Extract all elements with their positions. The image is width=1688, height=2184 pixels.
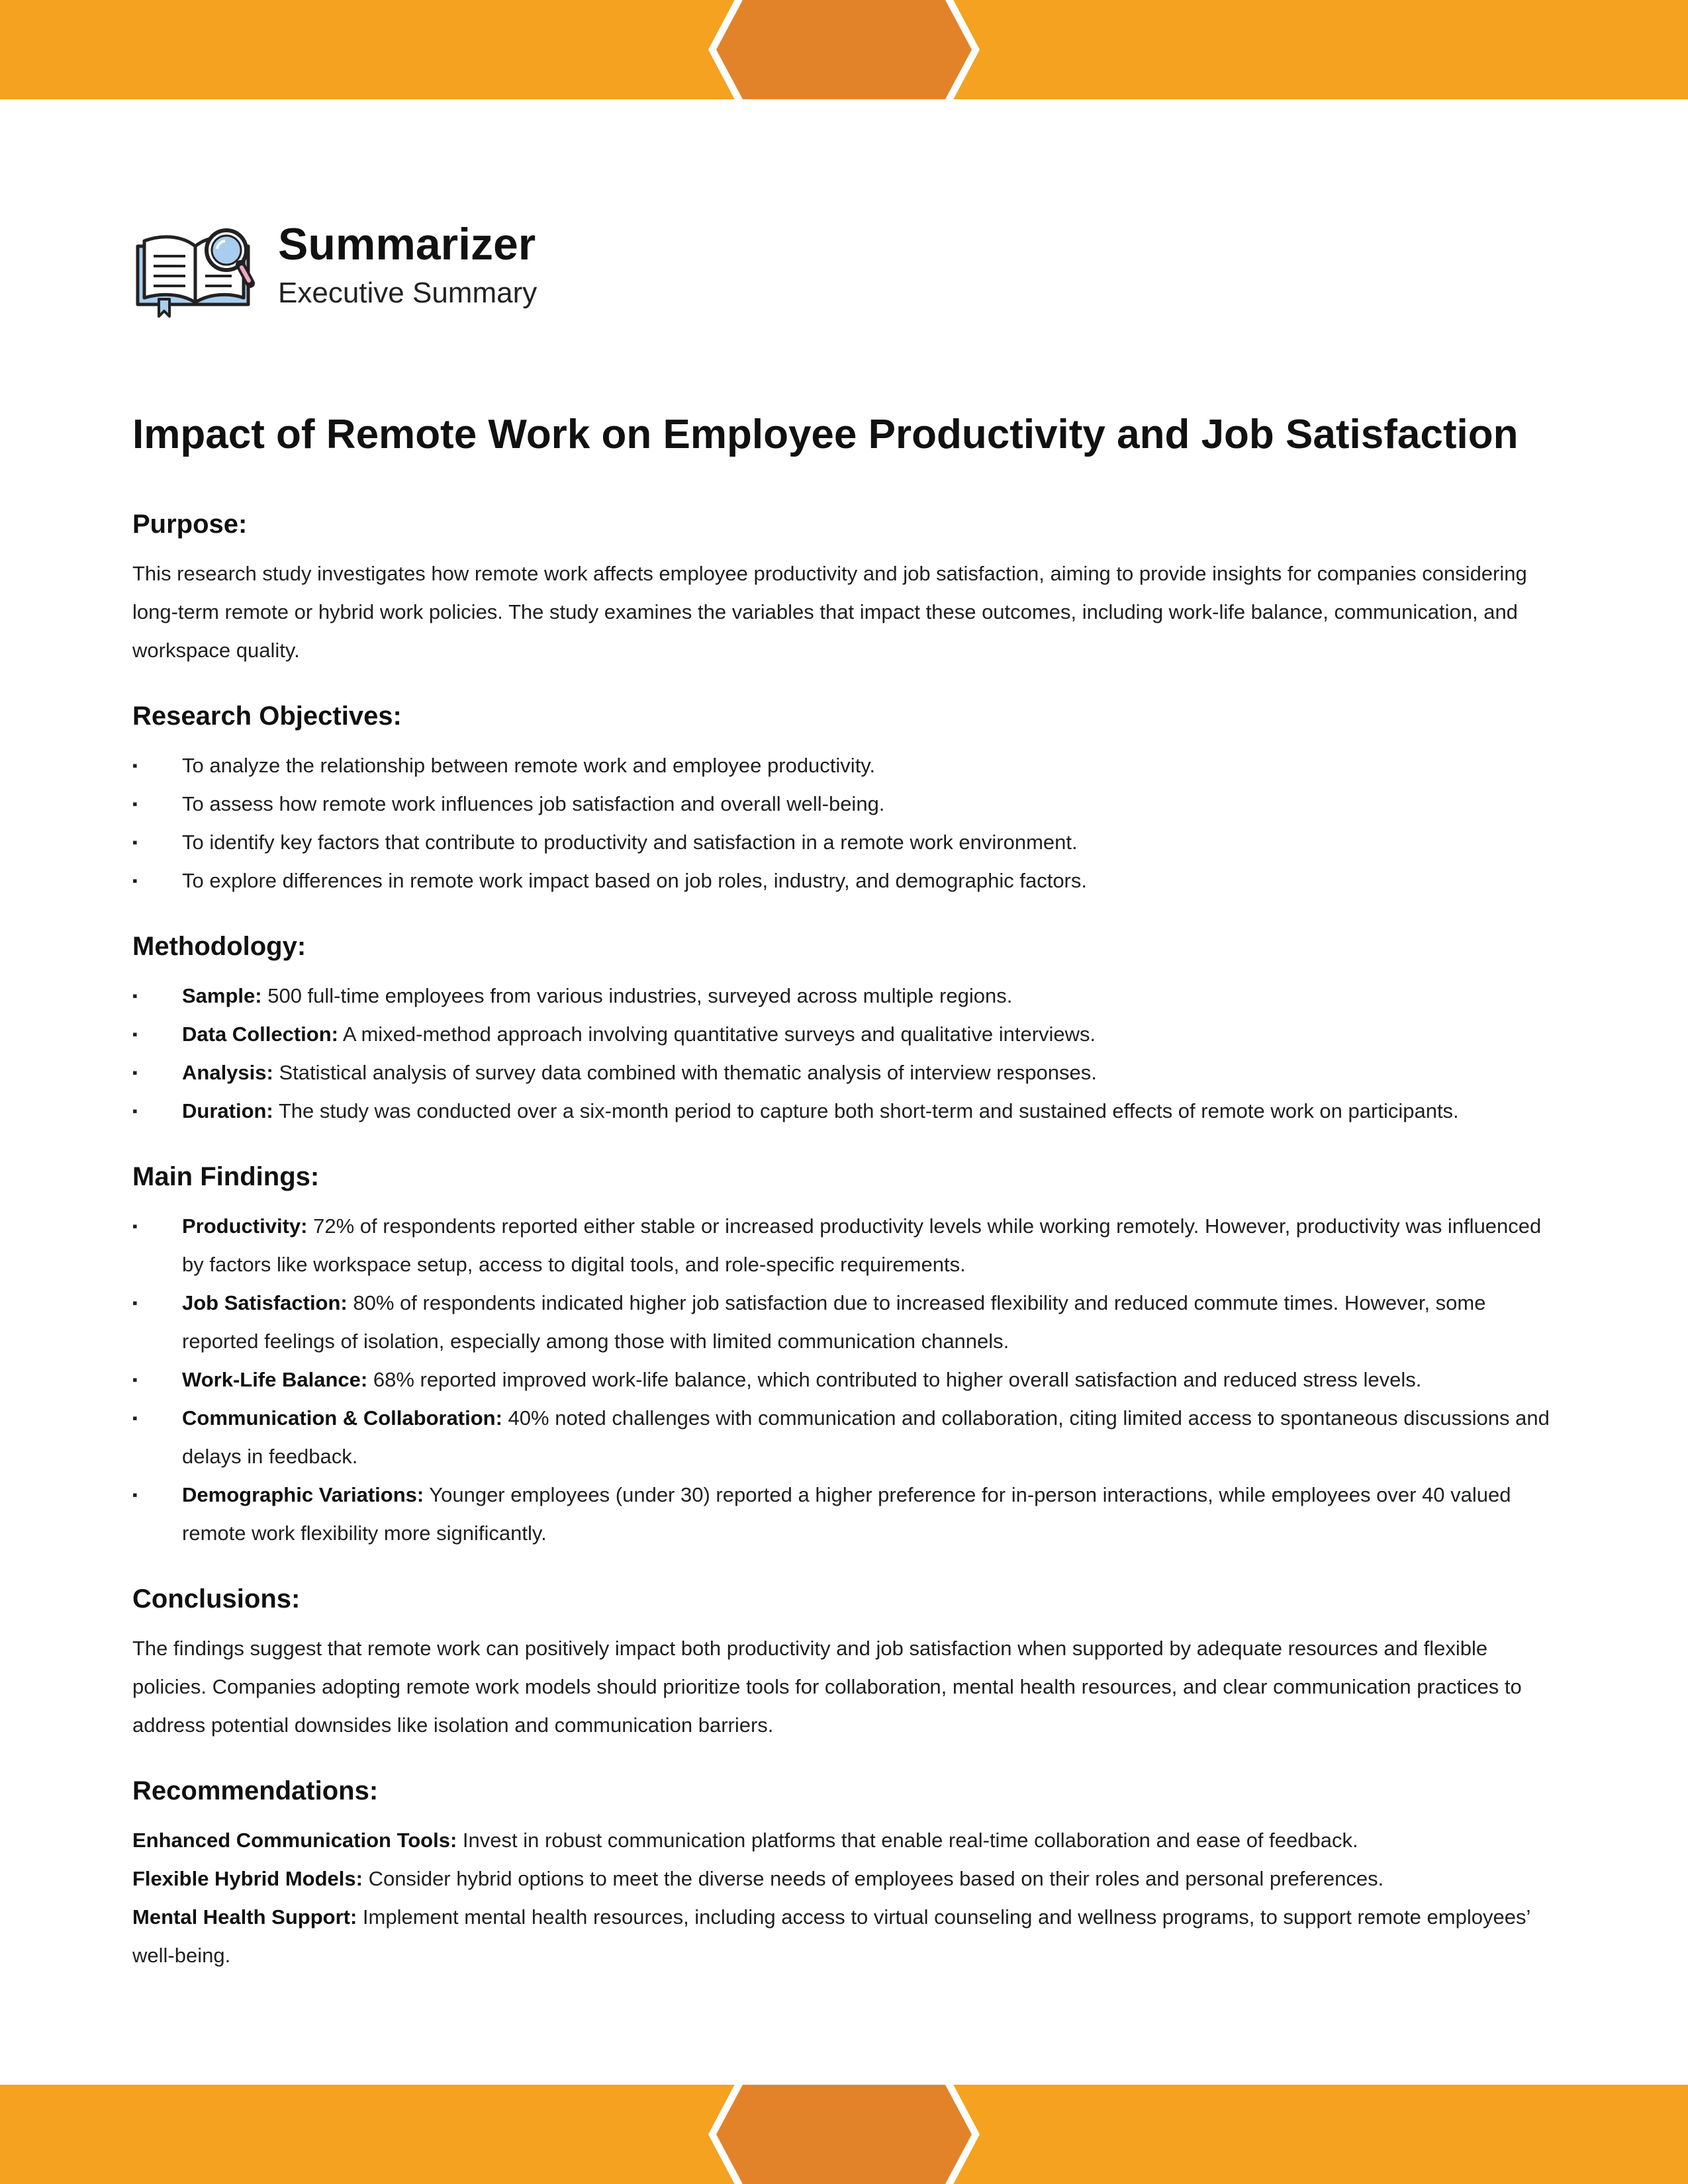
list-item: Flexible Hybrid Models: Consider hybrid options to meet the diverse needs of employees based on their roles and personal preferences. — [132, 1867, 1384, 1891]
methodology-heading: Methodology: — [132, 932, 306, 962]
findings-heading: Main Findings: — [132, 1162, 320, 1192]
list-item: ▪ Analysis: Statistical analysis of survey data combined with thematic analysis of interview responses. — [132, 1054, 1556, 1092]
recommendations-heading: Recommendations: — [132, 1776, 379, 1806]
list-item: ▪ Data Collection: A mixed-method approach involving quantitative surveys and qualitative interviews. — [132, 1015, 1556, 1054]
list-item: ▪ To identify key factors that contribute to productivity and satisfaction in a remote work environment. — [132, 823, 1556, 862]
document-title: Impact of Remote Work on Employee Productivity and Job Satisfaction — [132, 412, 1519, 457]
list-item: Enhanced Communication Tools: Invest in robust communication platforms that enable real-time collaboration and ease of feedback. — [132, 1829, 1358, 1852]
purpose-text: This research study investigates how remote work affects employee productivity and job satisfaction, aiming to provide insights for companies considering long-term remote or hybrid work policies. The study examines the variables that impact these outcomes, including work-life balance, communication, and workspace quality. — [132, 562, 1527, 662]
bullet-icon: ▪ — [132, 1103, 138, 1120]
list-item: ▪ Productivity: 72% of respondents reported either stable or increased productivity levels while working remotely. However, productivity was influenced by factors like workspace setup, access to digital tools, and role-specific requirements. — [132, 1207, 1556, 1284]
purpose-heading: Purpose: — [132, 510, 248, 539]
conclusions-heading: Conclusions: — [132, 1584, 301, 1614]
top-banner — [0, 0, 1688, 99]
bullet-icon: ▪ — [132, 1410, 138, 1427]
bullet-icon: ▪ — [132, 1218, 138, 1235]
bullet-icon: ▪ — [132, 757, 138, 774]
summary-content — [132, 410, 1556, 1975]
bullet-icon: ▪ — [132, 834, 138, 851]
brand-header — [132, 218, 596, 324]
list-item: ▪ Communication & Collaboration: 40% noted challenges with communication and collaboration, citing limited access to spontaneous discussions and delays in feedback. — [132, 1399, 1556, 1476]
bullet-icon: ▪ — [132, 1295, 138, 1312]
list-item: ▪ Sample: 500 full-time employees from various industries, surveyed across multiple regions. — [132, 977, 1556, 1015]
bottom-banner — [0, 2085, 1688, 2184]
bullet-icon: ▪ — [132, 796, 138, 813]
bullet-icon: ▪ — [132, 987, 138, 1005]
objectives-heading: Research Objectives: — [132, 702, 402, 731]
objectives-list — [132, 747, 1556, 900]
list-item: ▪ Job Satisfaction: 80% of respondents indicated higher job satisfaction due to increased flexibility and reduced commute times. However, some reported feelings of isolation, especially among those with limited communication channels. — [132, 1284, 1556, 1361]
hexagon-decoration-bottom — [702, 2085, 986, 2184]
recommendations-list — [132, 1821, 1556, 1975]
brand-name: Summarizer — [278, 219, 536, 269]
list-item: ▪ To analyze the relationship between remote work and employee productivity. — [132, 747, 1556, 785]
bullet-icon: ▪ — [132, 1371, 138, 1388]
list-item: ▪ To explore differences in remote work impact based on job roles, industry, and demographic factors. — [132, 862, 1556, 900]
list-item: ▪ Work-Life Balance: 68% reported improved work-life balance, which contributed to higher overall satisfaction and reduced stress levels. — [132, 1361, 1556, 1399]
conclusions-text: The findings suggest that remote work can positively impact both productivity and job satisfaction when supported by adequate resources and flexible policies. Companies adopting remote work models should prioritize tools for collaboration, mental health resources, and clear communication practices to address potential downsides like isolation and communication barriers. — [132, 1637, 1522, 1737]
list-item: ▪ Duration: The study was conducted over a six-month period to capture both short-term and sustained effects of remote work on participants. — [132, 1092, 1556, 1130]
bullet-icon: ▪ — [132, 872, 138, 889]
hexagon-decoration-top — [702, 0, 986, 99]
list-item: ▪ Demographic Variations: Younger employees (under 30) reported a higher preference for in-person interactions, while employees over 40 valued remote work flexibility more significantly. — [132, 1476, 1556, 1553]
list-item: Mental Health Support: Implement mental health resources, including access to virtual counseling and wellness programs, to support remote employees’ well-being. — [132, 1905, 1530, 1968]
book-magnifier-icon — [132, 226, 258, 319]
list-item: ▪ To assess how remote work influences job satisfaction and overall well-being. — [132, 785, 1556, 823]
bullet-icon: ▪ — [132, 1026, 138, 1043]
bullet-icon: ▪ — [132, 1486, 138, 1504]
brand-subtitle: Executive Summary — [278, 277, 538, 309]
findings-list — [132, 1207, 1556, 1553]
methodology-list — [132, 977, 1556, 1130]
bullet-icon: ▪ — [132, 1064, 138, 1081]
